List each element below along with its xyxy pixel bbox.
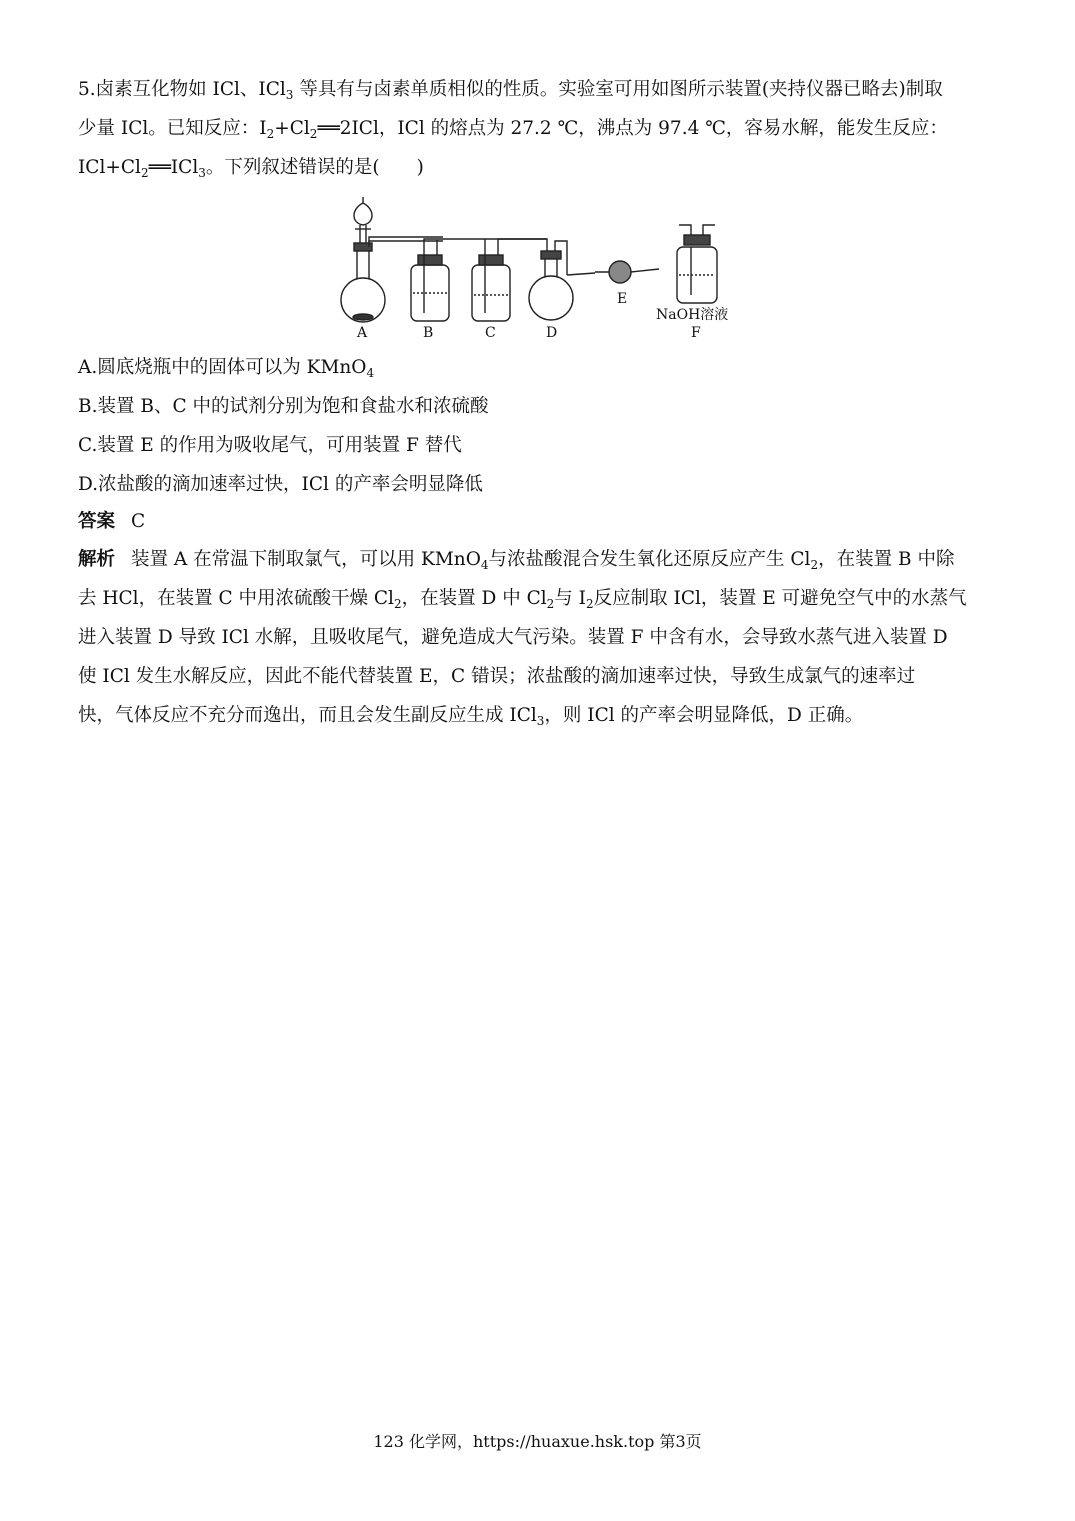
text-run: 少量 ICl。已知反应：I: [78, 118, 267, 139]
subscript: 3: [198, 166, 206, 180]
label-f: F: [691, 325, 701, 341]
subscript: 2: [810, 558, 819, 572]
question-line-1: [78, 70, 1003, 109]
option-c: C.装置 E 的作用为吸收尾气，可用装置 F 替代: [78, 435, 462, 456]
question-text: [78, 70, 1003, 187]
subscript: 4: [366, 366, 375, 380]
option-d: D.浓盐酸的滴加速率过快，ICl 的产率会明显降低: [78, 474, 483, 495]
label-a: A: [357, 325, 368, 341]
text-run: 反应制取 ICl，装置 E 可避免空气中的水蒸气: [593, 588, 967, 609]
apparatus-diagram: [333, 195, 743, 345]
analysis-line-4: 使 ICl 发生水解反应，因此不能代替装置 E，C 错误；浓盐酸的滴加速率过快，导致生成氯气的速率过: [78, 666, 916, 687]
analysis-line-5: [78, 696, 1003, 735]
question-line-2: [78, 109, 1003, 148]
label-d: D: [546, 325, 558, 341]
text-run: ══ICl: [148, 157, 199, 178]
bottle-f: [677, 225, 717, 303]
option-a-text: A.圆底烧瓶中的固体可以为 KMnO: [78, 357, 367, 378]
drying-tube-e: [595, 261, 659, 283]
text-run: 与浓盐酸混合发生氧化还原反应产生 Cl: [488, 549, 811, 570]
analysis-line-3: 进入装置 D 导致 ICl 水解，且吸收尾气，避免造成大气污染。装置 F 中含有水，会导致水蒸气进入装置 D: [78, 627, 948, 648]
text-run: ，在装置 B 中除: [818, 549, 955, 570]
subscript: 2: [586, 597, 594, 611]
subscript: 2: [266, 127, 275, 141]
analysis-line-1: [78, 540, 1003, 579]
text-run: ，在装置 D 中 Cl: [401, 588, 547, 609]
bottle-c: [472, 239, 547, 321]
subscript: 3: [536, 714, 545, 728]
subscript: 2: [393, 597, 402, 611]
text-run: 快，气体反应不充分而逸出，而且会发生副反应生成 ICl: [78, 705, 537, 726]
text-run: ICl+Cl: [78, 157, 141, 178]
text-run: ，则 ICl 的产率会明显降低，D 正确。: [544, 705, 864, 726]
text-run: ══2ICl，ICl 的熔点为 27.2 ℃，沸点为 97.4 ℃，容易水解，能发生反应：: [317, 118, 948, 139]
text-run: 装置 A 在常温下制取氯气，可以用 KMnO: [131, 549, 481, 570]
option-b: B.装置 B、C 中的试剂分别为饱和食盐水和浓硫酸: [78, 396, 489, 417]
subscript: 3: [285, 88, 294, 102]
label-e: E: [617, 291, 628, 307]
subscript: 2: [309, 127, 318, 141]
answer-line: [78, 502, 1003, 541]
answer-label: 答案: [78, 511, 116, 532]
subscript: 2: [140, 166, 149, 180]
analysis-line-2: [78, 579, 1003, 618]
naoh-label: NaOH溶液: [656, 307, 729, 323]
text-run: 。下列叙述错误的是( ): [205, 157, 424, 178]
subscript: 2: [546, 597, 555, 611]
text-run: 等具有与卤素单质相似的性质。实验室可用如图所示装置(夹持仪器已略去)制取: [293, 79, 943, 100]
flask-d: [483, 239, 595, 320]
analysis-label: 解析: [78, 549, 116, 570]
text-run: 去 HCl，在装置 C 中用浓硫酸干燥 Cl: [78, 588, 394, 609]
text-run: 与 I: [554, 588, 586, 609]
label-b: B: [423, 325, 434, 341]
analysis-block: [78, 540, 1003, 735]
text-run: 5.卤素互化物如 ICl、ICl: [78, 79, 286, 100]
page-footer: 123 化学网，https://huaxue.hsk.top 第3页: [373, 1432, 702, 1451]
question-line-3: [78, 148, 1003, 187]
text-run: +Cl: [274, 118, 310, 139]
answer-value: C: [131, 511, 146, 532]
subscript: 4: [480, 558, 489, 572]
options-list: [78, 348, 1003, 504]
apparatus-figure: [333, 195, 743, 345]
option-a: [78, 348, 1003, 387]
label-c: C: [485, 325, 496, 341]
